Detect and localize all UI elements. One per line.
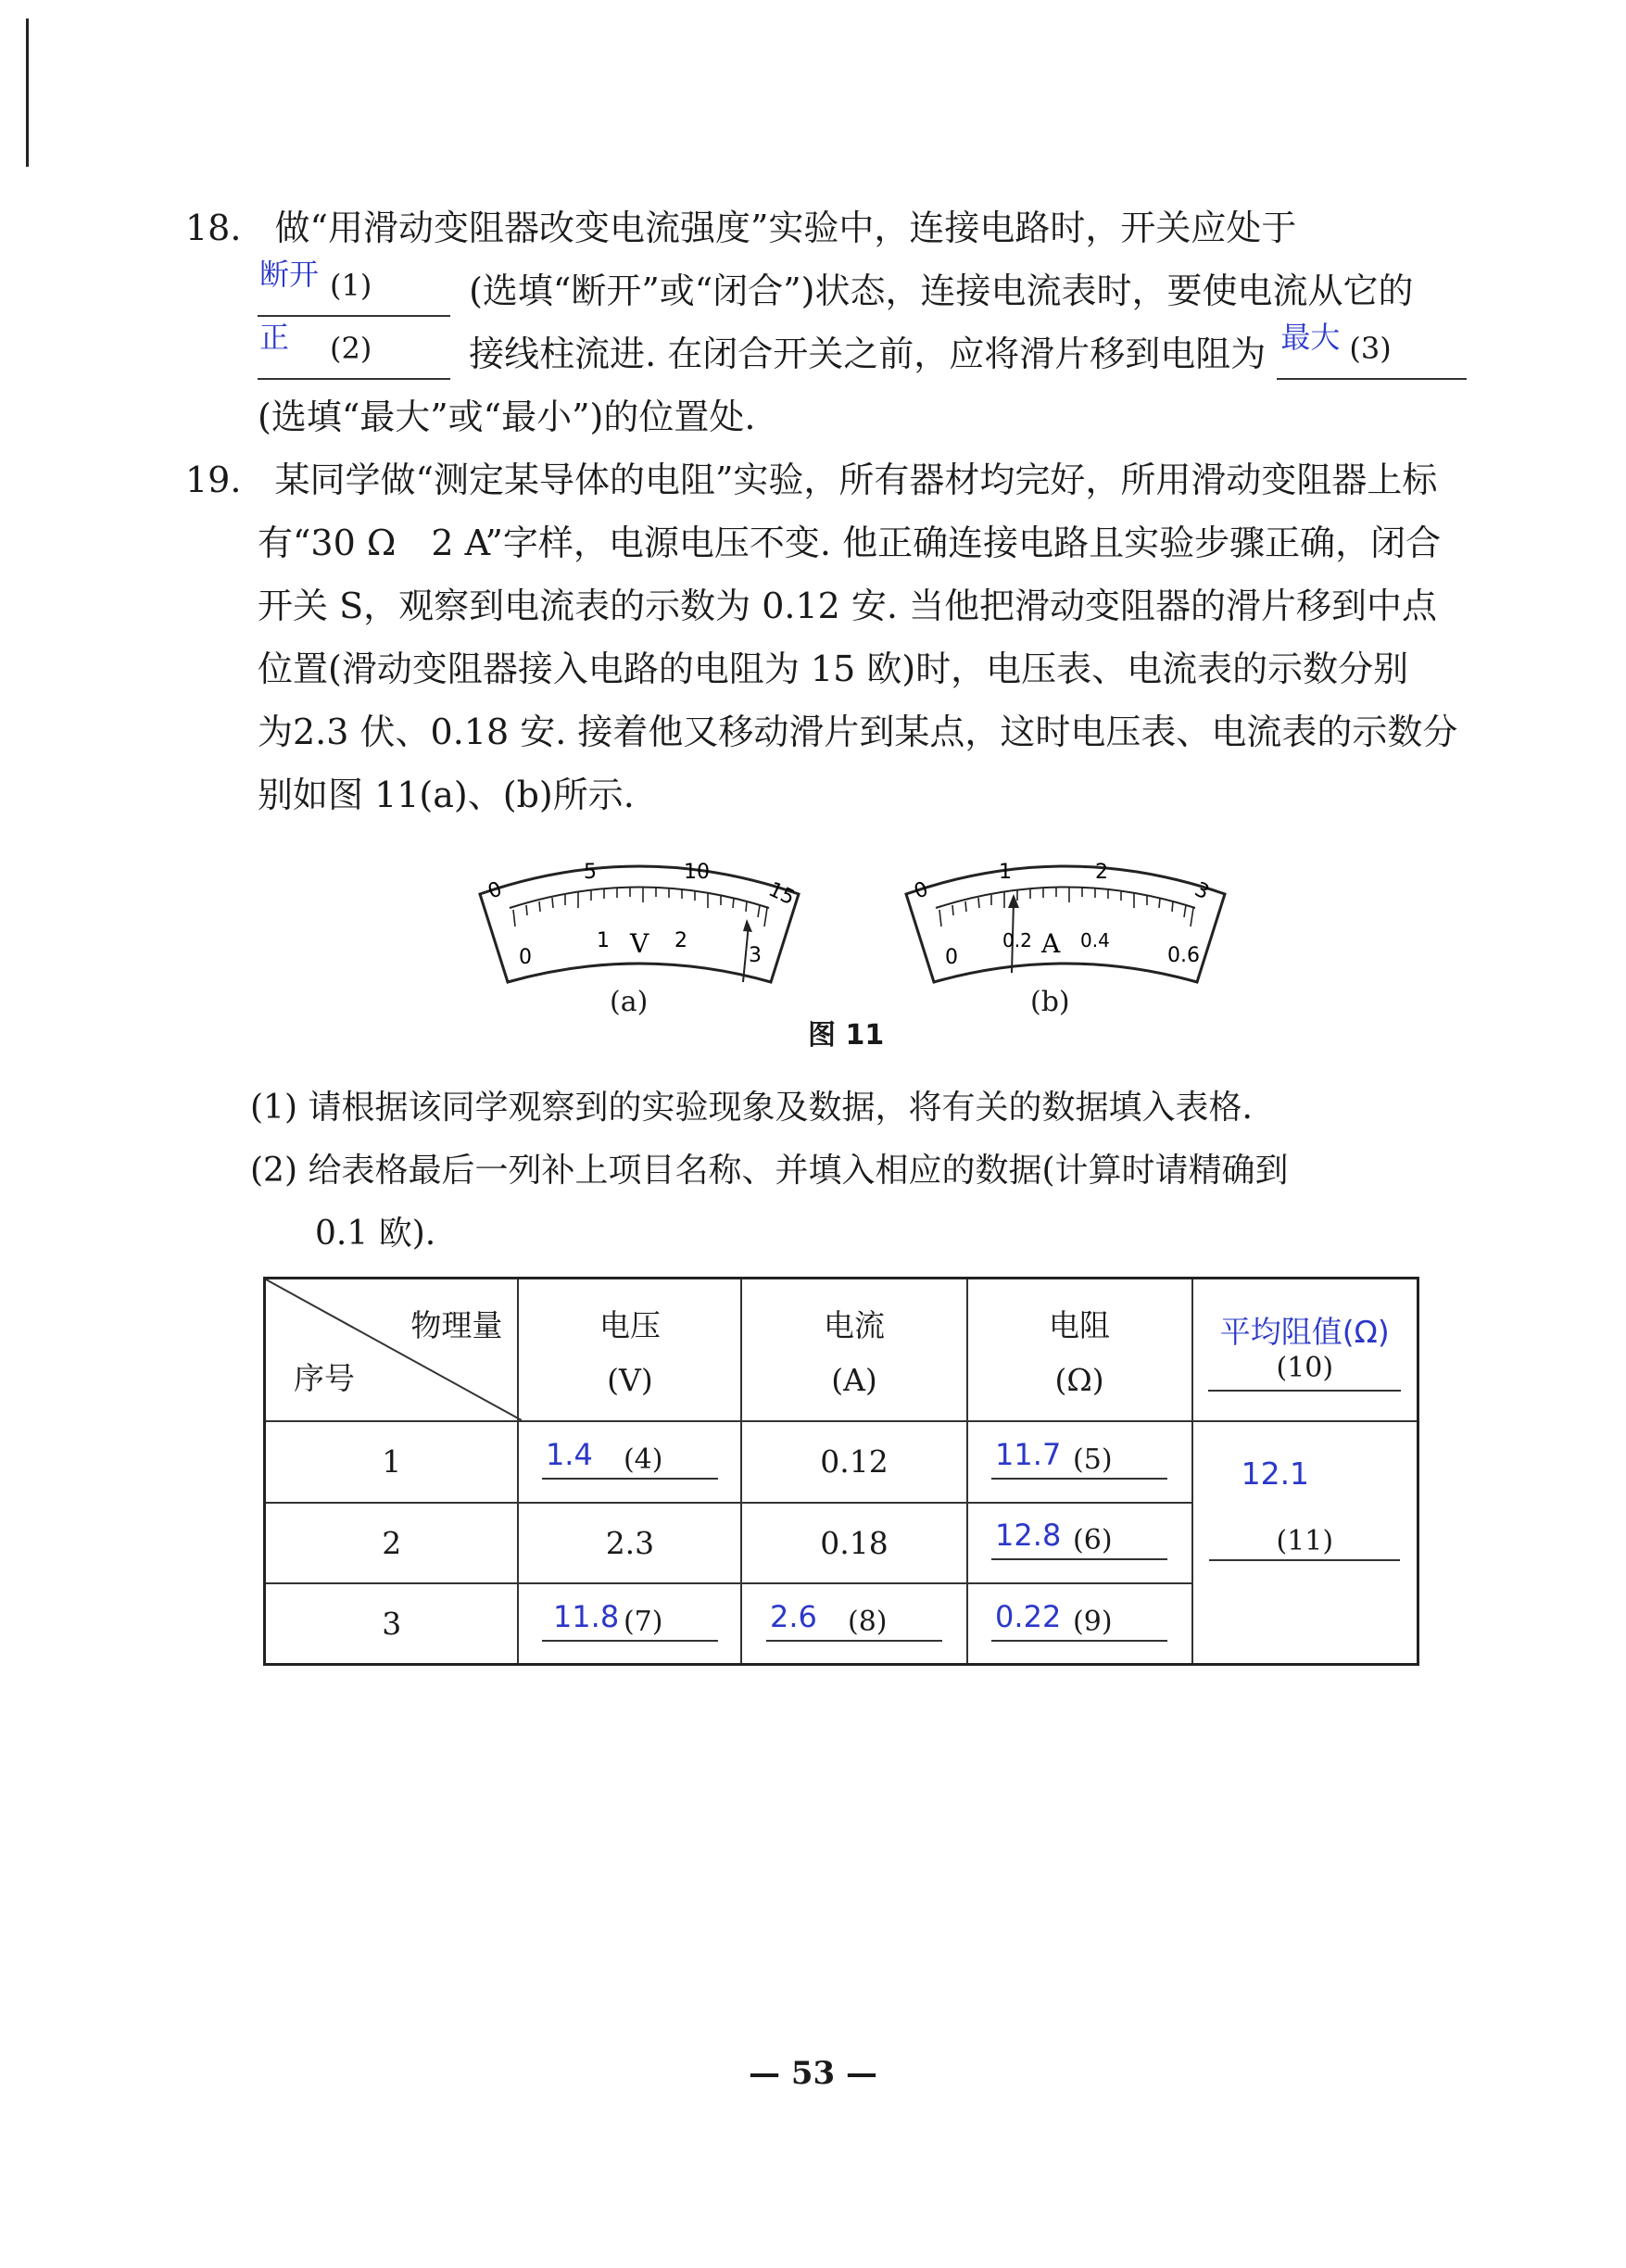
q19-line6: 别如图 11(a)、(b)所示. <box>258 775 635 815</box>
row1-current: 0.12 <box>741 1421 966 1502</box>
v-top-10: 10 <box>684 861 710 884</box>
q18-text-1: 做“用滑动变阻器改变电流强度”实验中，连接电路时，开关应处于 <box>274 208 1297 248</box>
a-bot-02: 0.2 <box>1002 929 1032 951</box>
q18-text-4: (选填“最大”或“最小”)的位置处. <box>258 397 756 437</box>
blank-10[interactable] <box>1208 1308 1401 1392</box>
header-voltage-unit: (V) <box>607 1362 653 1399</box>
blank-1[interactable] <box>258 257 450 317</box>
a-top-2: 2 <box>1095 861 1108 884</box>
q18-text-2: (选填“断开”或“闭合”)状态，连接电流表时，要使电流从它的 <box>469 271 1414 311</box>
v-unit: V <box>630 928 649 959</box>
blank-6-label: (6) <box>1073 1524 1113 1557</box>
table-header-row <box>265 1279 1418 1422</box>
blank-8-label: (8) <box>848 1605 888 1638</box>
q19-line4: 位置(滑动变阻器接入电路的电阻为 15 欧)时，电压表、电流表的示数分别 <box>258 649 1409 689</box>
q19-number: 19. <box>185 460 242 500</box>
a-bot-04: 0.4 <box>1080 929 1110 951</box>
header-resistance <box>967 1279 1192 1422</box>
table-row <box>265 1421 1418 1502</box>
q18-line1 <box>185 202 1296 254</box>
q19-line2: 有“30 Ω 2 A”字样，电源电压不变. 他正确连接电路且实验步骤正确，闭合 <box>258 523 1442 563</box>
row2-resistance <box>967 1503 1192 1583</box>
a-unit: A <box>1041 928 1061 959</box>
v-bot-3: 3 <box>749 944 762 967</box>
blank-4[interactable] <box>542 1437 718 1480</box>
row1-voltage <box>518 1421 741 1502</box>
v-bot-1: 1 <box>597 929 610 952</box>
blank-2[interactable] <box>258 320 450 380</box>
row2-index: 2 <box>265 1503 519 1583</box>
v-top-15: 15 <box>764 877 799 911</box>
header-current-name: 电流 <box>824 1307 885 1344</box>
blank-7-label: (7) <box>623 1605 663 1638</box>
voltmeter-ticks <box>513 887 767 926</box>
a-bot-0: 0 <box>945 946 958 969</box>
blank-11-label: (11) <box>1276 1525 1334 1558</box>
row3-index: 3 <box>265 1583 519 1665</box>
blank-5[interactable] <box>991 1437 1167 1480</box>
blank-8[interactable] <box>766 1599 942 1642</box>
row1-resistance <box>967 1421 1192 1502</box>
blank-1-answer: 断开 <box>259 257 320 292</box>
binding-edge-line <box>26 19 29 167</box>
a-top-1: 1 <box>999 861 1012 884</box>
q19-sub1: (1) 请根据该同学观察到的实验现象及数据，将有关的数据填入表格. <box>250 1089 1253 1127</box>
header-voltage-name: 电压 <box>599 1307 661 1344</box>
v-bot-2: 2 <box>674 929 687 952</box>
blank-5-label: (5) <box>1073 1443 1113 1476</box>
q19-line5: 为2.3 伏、0.18 安. 接着他又移动滑片到某点，这时电压表、电流表的示数分 <box>258 712 1458 752</box>
diagonal-line <box>266 1279 522 1420</box>
header-voltage <box>518 1279 741 1422</box>
blank-3[interactable] <box>1277 320 1467 380</box>
avg-answer: 12.1 <box>1241 1455 1310 1493</box>
q18-text-3: 接线柱流进. 在闭合开关之前，应将滑片移到电阻为 <box>469 334 1267 374</box>
row3-current <box>741 1583 966 1665</box>
header-resistance-unit: (Ω) <box>1054 1362 1104 1399</box>
blank-6-answer: 12.8 <box>995 1518 1062 1554</box>
q19-sub2-a: (2) 给表格最后一列补上项目名称、并填入相应的数据(计算时请精确到 <box>250 1152 1289 1190</box>
blank-7[interactable] <box>542 1599 718 1642</box>
blank-9-answer: 0.22 <box>995 1598 1062 1634</box>
ammeter-ticks <box>939 887 1193 926</box>
figure-11-meters <box>473 843 1232 1028</box>
ammeter <box>906 861 1225 982</box>
a-top-3: 3 <box>1191 877 1213 905</box>
blank-5-answer: 11.7 <box>995 1436 1062 1472</box>
row2-voltage: 2.3 <box>518 1503 741 1583</box>
caption-a: (a) <box>610 986 649 1018</box>
data-table <box>263 1277 1419 1666</box>
blank-1-label: (1) <box>330 268 372 303</box>
header-index: 序号 <box>294 1360 355 1397</box>
a-top-0: 0 <box>911 877 932 904</box>
row2-current: 0.18 <box>741 1503 966 1583</box>
blank-2-label: (2) <box>330 331 372 366</box>
header-avg-name: 平均阻值(Ω) <box>1219 1314 1390 1351</box>
q19-sub2-b: 0.1 欧). <box>315 1215 436 1253</box>
page-number: — 53 — <box>749 2055 877 2092</box>
blank-3-answer: 最大 <box>1280 320 1341 355</box>
row1-index: 1 <box>265 1421 519 1502</box>
caption-b: (b) <box>1030 986 1070 1018</box>
header-diagonal-cell <box>265 1279 519 1422</box>
blank-7-answer: 11.8 <box>552 1598 620 1634</box>
figure-title: 图 11 <box>808 1019 885 1052</box>
header-current-unit: (A) <box>831 1362 877 1399</box>
q18-line4 <box>258 391 755 443</box>
v-bot-0: 0 <box>519 946 532 969</box>
v-top-5: 5 <box>584 861 597 884</box>
blank-2-answer: 正 <box>259 320 290 355</box>
q19-text-1: 某同学做“测定某导体的电阻”实验，所有器材均完好，所用滑动变阻器上标 <box>274 460 1438 500</box>
header-quantity: 物理量 <box>410 1307 503 1343</box>
q18-line3 <box>258 320 1467 380</box>
blank-11[interactable] <box>1209 1525 1400 1561</box>
blank-10-label: (10) <box>1276 1352 1334 1385</box>
a-bot-06: 0.6 <box>1167 944 1200 967</box>
blank-8-answer: 2.6 <box>770 1598 817 1634</box>
blank-6[interactable] <box>991 1518 1167 1560</box>
avg-cell <box>1192 1421 1418 1664</box>
row3-resistance <box>967 1583 1192 1665</box>
blank-9-label: (9) <box>1073 1605 1113 1638</box>
q19-line3: 开关 S，观察到电流表的示数为 0.12 安. 当他把滑动变阻器的滑片移到中点 <box>258 586 1438 626</box>
q18-line2 <box>258 257 1414 317</box>
q19-line1 <box>185 454 1437 506</box>
q18-number: 18. <box>185 208 242 248</box>
header-resistance-name: 电阻 <box>1049 1307 1111 1344</box>
blank-4-answer: 1.4 <box>545 1436 593 1472</box>
v-top-0: 0 <box>485 877 506 904</box>
voltmeter <box>480 861 799 982</box>
blank-4-label: (4) <box>623 1443 663 1476</box>
blank-9[interactable] <box>991 1599 1167 1642</box>
blank-3-label: (3) <box>1349 331 1392 366</box>
header-avg <box>1192 1279 1418 1422</box>
row3-voltage <box>518 1583 741 1665</box>
header-current <box>741 1279 966 1422</box>
